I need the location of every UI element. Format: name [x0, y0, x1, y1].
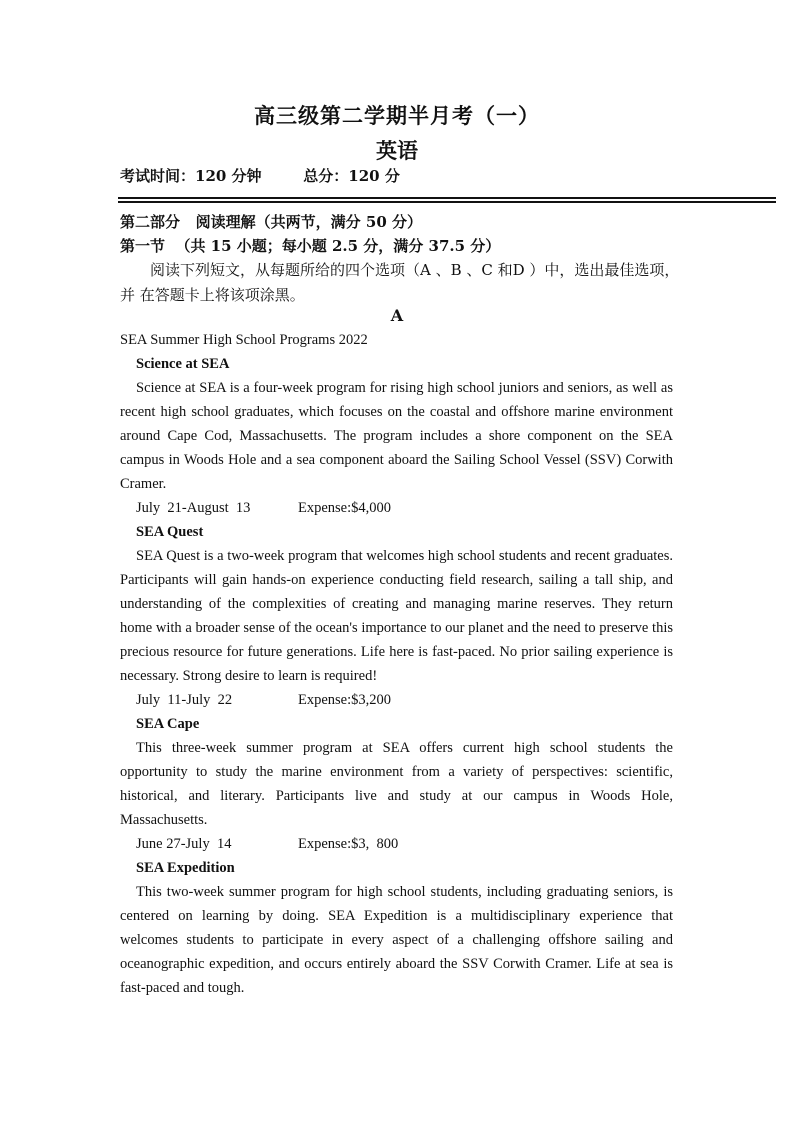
- program-expense: Expense:$3,200: [298, 692, 392, 708]
- program-description: Science at SEA is a four-week program for rising high school juniors and seniors, as well as recent high school graduates, which focuses on the coastal and offshore marine environment around Cape Cod, Massachusetts. The program includes a shore component on the SEA campus in Woods Hole and a sea component aboard the Sailing School Vessel (SSV) Corwith Cramer.: [120, 380, 673, 492]
- program-expense: Expense:$4,000: [298, 500, 392, 516]
- program-dates: July 11-July 22: [136, 692, 233, 708]
- exam-info: 考试时间：120 分钟 总分：120 分: [120, 167, 400, 185]
- exam-subject: 英语: [376, 138, 418, 163]
- passage-title: SEA Summer High School Programs 2022: [120, 332, 368, 348]
- program-expense: Expense:$3, 800: [298, 836, 399, 852]
- program-description: SEA Quest is a two-week program that welcomes high school students and recent graduates. Participants will gain hands-on experience conducting field research, sailing a tall ship, and understanding of the complexities of creating and managing marine reserves. They return home with a broader sense of the ocean's importance to our planet and the need to preserve this precious resource for future generations. Life here is fast-paced. No prior sailing experience is necessary. Strong desire to learn is required!: [120, 548, 673, 684]
- passage-body: [120, 328, 673, 1000]
- passage-letter: A: [390, 306, 404, 325]
- program-heading: SEA Cape: [136, 716, 200, 732]
- program-description: This two-week summer program for high school students, including graduating seniors, is centered on learning by doing. SEA Expedition is a multidisciplinary experience that welcomes students to participate in every aspect of a challenging offshore sailing and oceanographic expedition, and occurs entirely aboard the SSV Corwith Cramer. Life at sea is fast-paced and tough.: [120, 884, 673, 996]
- section-heading: 第一节 （共 15 小题；每小题 2.5 分，满分 37.5 分）: [120, 237, 501, 255]
- program-dates: July 21-August 13: [136, 500, 251, 516]
- part-heading: 第二部分 阅读理解（共两节，满分 50 分）: [120, 213, 422, 231]
- header-divider-bottom: [118, 201, 776, 203]
- instructions: 阅读下列短文，从每题所给的四个选项（A 、B 、C 和D ）中，选出最佳选项，并 在答题卡上将该项涂黑。: [120, 261, 680, 304]
- program-dates: June 27-July 14: [136, 836, 232, 852]
- program-heading: SEA Quest: [136, 524, 204, 540]
- program-meta: [120, 496, 673, 520]
- program-description: This three-week summer program at SEA offers current high school students the opportunity to study the marine environment from a variety of perspectives: scientific, historical, and literary. Participants live and study at our campus in Woods Hole, Massachusetts.: [120, 740, 673, 828]
- header-divider-top: [118, 197, 776, 199]
- exam-title: 高三级第二学期半月考（一）: [254, 103, 540, 128]
- program-meta: [120, 832, 673, 856]
- program-heading: Science at SEA: [136, 356, 230, 372]
- program-meta: [120, 688, 673, 712]
- program-heading: SEA Expedition: [136, 860, 235, 876]
